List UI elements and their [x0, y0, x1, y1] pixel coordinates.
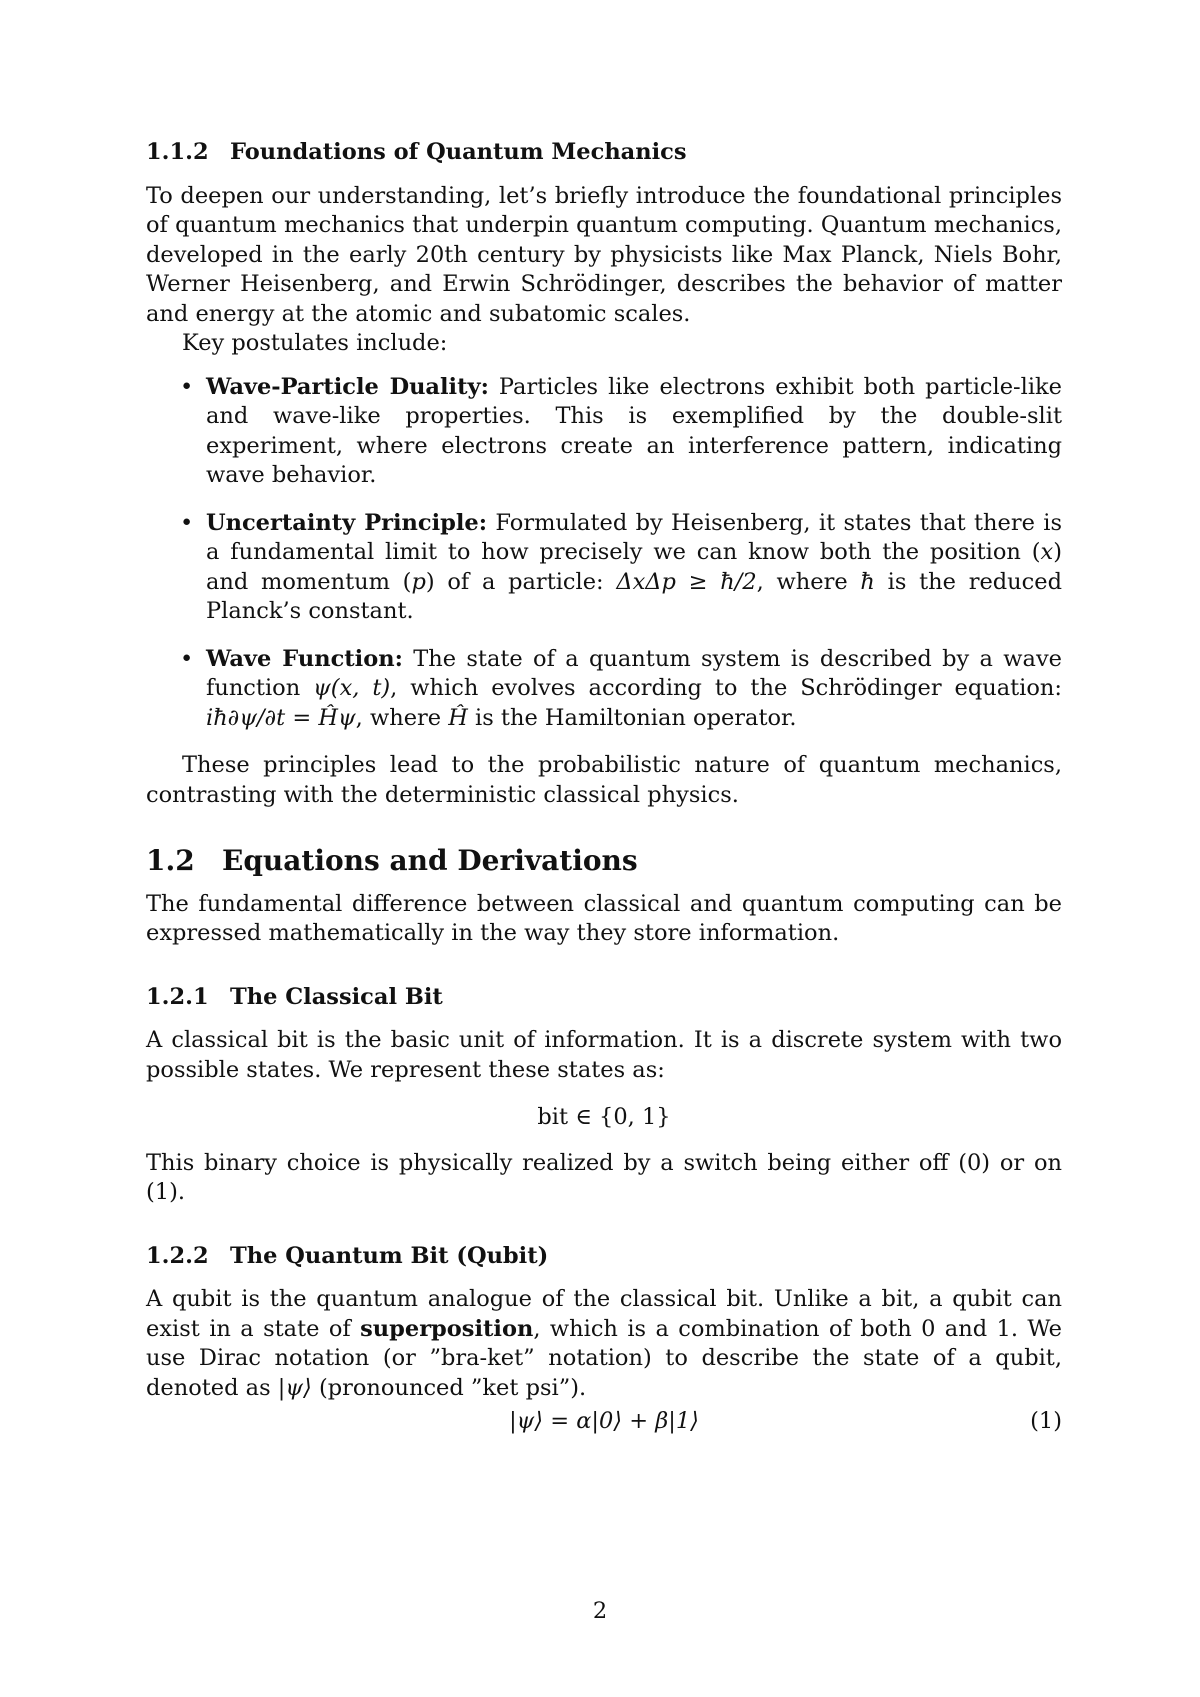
math-var: ψ(x, t)	[313, 675, 391, 701]
qubit-equation-row	[146, 1407, 1062, 1437]
term-label: Uncertainty Principle:	[206, 509, 488, 536]
heading-1-2-1	[146, 983, 1062, 1013]
term-text: is the reduced Planck’s constant.	[206, 568, 1062, 624]
ket-psi: |ψ⟩	[277, 1374, 312, 1401]
term-label: Wave-Particle Duality:	[206, 373, 489, 400]
term-label: Wave Function:	[206, 645, 403, 672]
math-var: x	[1040, 539, 1054, 565]
math-var: ħ	[860, 568, 875, 595]
intro-paragraph: To deepen our understanding, let’s briefly introduce the foundational principles of quantum mechanics that underpin quantum computing. Quantum mechanics, developed in the early 20th century by physicists like Max Planck, Niels Bohr, Werner Heisenberg, and Erwin Schrödinger, describes the behavior of matter and energy at the atomic and subatomic scales.	[146, 182, 1062, 327]
heading-title: Foundations of Quantum Mechanics	[230, 139, 687, 165]
term-text: , where	[756, 568, 861, 595]
heading-number: 1.2	[146, 844, 195, 877]
term-text: , where	[355, 704, 449, 731]
qubit-paragraph	[146, 1285, 1062, 1403]
list-item	[206, 509, 1062, 627]
postulates-list	[146, 373, 1062, 734]
qubit-text: (pronounced ”ket psi”).	[311, 1374, 587, 1401]
section-intro-paragraph: The fundamental difference between classical and quantum computing can be expressed mathematically in the way they store information.	[146, 890, 1062, 946]
bit-equation: bit ∈ {0, 1}	[537, 1104, 671, 1130]
postulates-lead: Key postulates include:	[182, 330, 448, 356]
qubit-equation: |ψ⟩ = α|0⟩ + β|1⟩	[509, 1408, 699, 1434]
schrodinger-formula: iħ∂ψ/∂t = Ĥψ	[206, 704, 356, 731]
math-var: p	[411, 568, 426, 595]
term-text: Formulated by Heisenberg, it states that there is a fundamental limit to how precisely we can know both the position (	[206, 509, 1063, 565]
term-text: ) of a particle:	[425, 568, 617, 595]
equation-number: (1)	[1030, 1408, 1062, 1434]
term-text: ) and momentum (	[206, 539, 1062, 595]
page-number: 2	[592, 1598, 608, 1624]
list-item	[206, 373, 1062, 491]
heading-number: 1.1.2	[146, 139, 209, 165]
classical-bit-paragraph: A classical bit is the basic unit of information. It is a discrete system with two possible states. We represent these states as:	[146, 1027, 1062, 1083]
math-var: Ĥ	[448, 704, 468, 731]
qubit-text: A qubit is the quantum analogue of the classical bit. Unlike a bit, a qubit can exist in a state of	[146, 1286, 1062, 1342]
heading-number: 1.2.1	[146, 983, 209, 1010]
heading-title: Equations and Derivations	[222, 844, 638, 877]
term-text: Particles like electrons exhibit both particle-like and wave-like properties. This is exemplified by the double-slit experiment, where electrons create an interference pattern, indicating wave behavior.	[206, 373, 1062, 488]
heading-title: The Classical Bit	[230, 983, 443, 1010]
page-content	[146, 138, 1062, 1437]
heading-1-1-2	[146, 138, 1062, 168]
term-text: is the Hamiltonian operator.	[467, 704, 797, 731]
qubit-text: , which is a combination of both 0 and 1. We use Dirac notation (or ”bra-ket” notation) to describe the state of a qubit, denoted as	[146, 1315, 1062, 1401]
heading-1-2-2	[146, 1242, 1062, 1272]
heading-number: 1.2.2	[146, 1242, 209, 1269]
heading-title: The Quantum Bit (Qubit)	[230, 1242, 549, 1269]
uncertainty-formula: ΔxΔp ≥ ħ/2	[616, 568, 757, 595]
classical-bit-after: This binary choice is physically realized by a switch being either off (0) or on (1).	[146, 1149, 1062, 1205]
list-item	[206, 645, 1062, 734]
closing-paragraph: These principles lead to the probabilistic nature of quantum mechanics, contrasting with the deterministic classical physics.	[146, 752, 1062, 808]
heading-1-2	[146, 846, 1062, 876]
term-text: The state of a quantum system is described by a wave function	[206, 645, 1062, 701]
term-text: , which evolves according to the Schrödinger equation:	[390, 675, 1062, 701]
superposition-term: superposition	[360, 1315, 534, 1342]
